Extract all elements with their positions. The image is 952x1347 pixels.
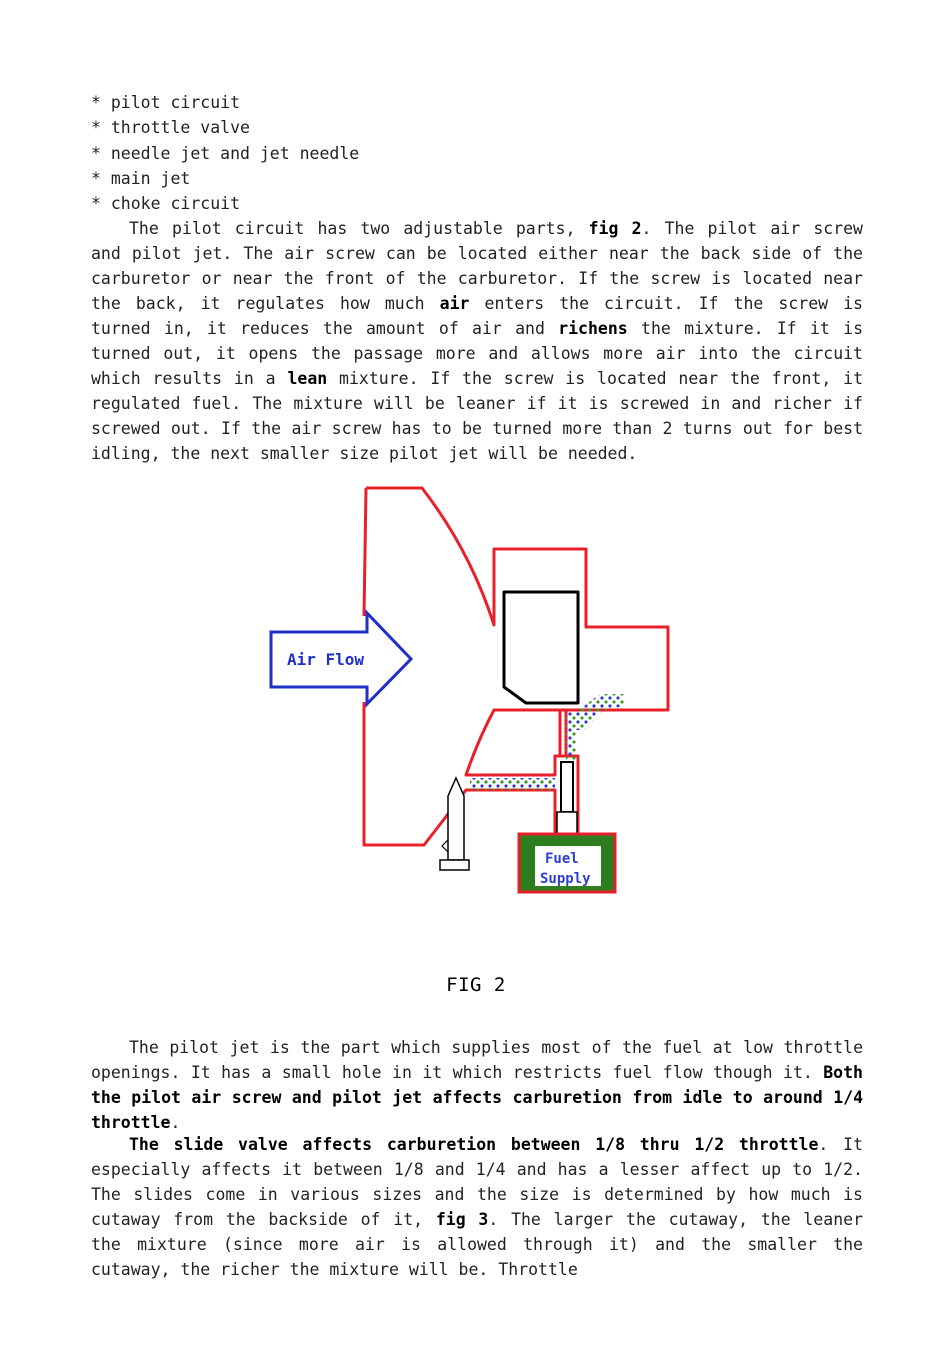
- jet-passage-dots: [566, 712, 576, 760]
- fuel-label-line1: Fuel: [545, 851, 579, 867]
- paragraph-pilot-jet-wrap: [91, 1035, 863, 1135]
- text-run: The pilot jet is the part which supplies most of the fuel at low throttle openings. It has a small hole in it which restricts fuel flow though it.: [91, 1038, 863, 1082]
- bypass-passage-dots: [576, 694, 624, 730]
- air-screw-head: [440, 860, 469, 870]
- paragraph-slide-valve-wrap: [91, 1132, 863, 1282]
- list-item: * main jet: [91, 168, 191, 188]
- throttle-slide: [504, 592, 578, 703]
- bold-run: fig 3: [435, 1210, 489, 1229]
- pilot-jet: [561, 762, 573, 812]
- text-run: enters the circuit. If the screw is turned in, it reduces the amount of air and: [91, 294, 863, 339]
- air-screw-icon: [448, 778, 464, 860]
- text-run: . The pilot air screw and pilot jet. The air screw can be located either near the back side of the carburetor or near the front of the carburetor. If the screw is located near the back, it regulates how much: [91, 219, 863, 314]
- fuel-label-line2: Supply: [540, 871, 591, 887]
- text-column: [91, 90, 863, 466]
- bold-run: lean: [287, 369, 328, 389]
- pilot-passage-dots: [470, 778, 555, 790]
- component-list: [91, 90, 863, 216]
- text-run: mixture. If the screw is located near the front, it regulated fuel. The mixture will be leaner if it is screwed in and richer if screwed out. If the air screw has to be turned more than 2 turns out for best idling, the next smaller size pilot jet will be needed.: [91, 369, 864, 464]
- list-item: * pilot circuit: [91, 93, 241, 112]
- figure-caption: FIG 2: [446, 974, 506, 996]
- paragraph-pilot-jet: [91, 1035, 863, 1135]
- paragraph-slide-valve: [91, 1132, 863, 1282]
- pilot-jet-holder: [557, 812, 577, 834]
- air-flow-label: Air Flow: [287, 650, 365, 669]
- text-run: The pilot circuit has two adjustable parts,: [129, 219, 589, 239]
- list-item: * needle jet and jet needle: [91, 143, 360, 163]
- carburetor-diagram: [265, 480, 675, 900]
- list-item: * choke circuit: [91, 194, 241, 214]
- bold-run: air: [439, 294, 470, 314]
- text-run: .: [170, 1113, 181, 1132]
- text-run: . It especially affects it between 1/8 and 1/4 and has a lesser affect up to 1/2. The slides come in various sizes and the size is determined by how much is cutaway from the backside of it,: [91, 1135, 863, 1229]
- paragraph-pilot-circuit: [91, 216, 863, 466]
- bold-run: richens: [558, 319, 628, 339]
- bold-run: The slide valve affects carburetion between 1/8 thru 1/2 throttle: [129, 1135, 819, 1154]
- text-run: the mixture. If it is turned out, it opens the passage more and allows more air into the circuit which results in a: [91, 319, 863, 389]
- air-screw-thread: [442, 840, 448, 852]
- bold-run: Both the pilot air screw and pilot jet affects carburetion from idle to around 1/4 throttle: [91, 1063, 863, 1132]
- list-item: * throttle valve: [91, 118, 250, 138]
- diagram-svg: [265, 480, 675, 900]
- lower-venturi-wall: [466, 710, 566, 775]
- bold-run: fig 2: [588, 219, 642, 239]
- text-run: . The larger the cutaway, the leaner the mixture (since more air is allowed through it) and the smaller the cutaway, the richer the mixture will be. Throttle: [91, 1210, 863, 1279]
